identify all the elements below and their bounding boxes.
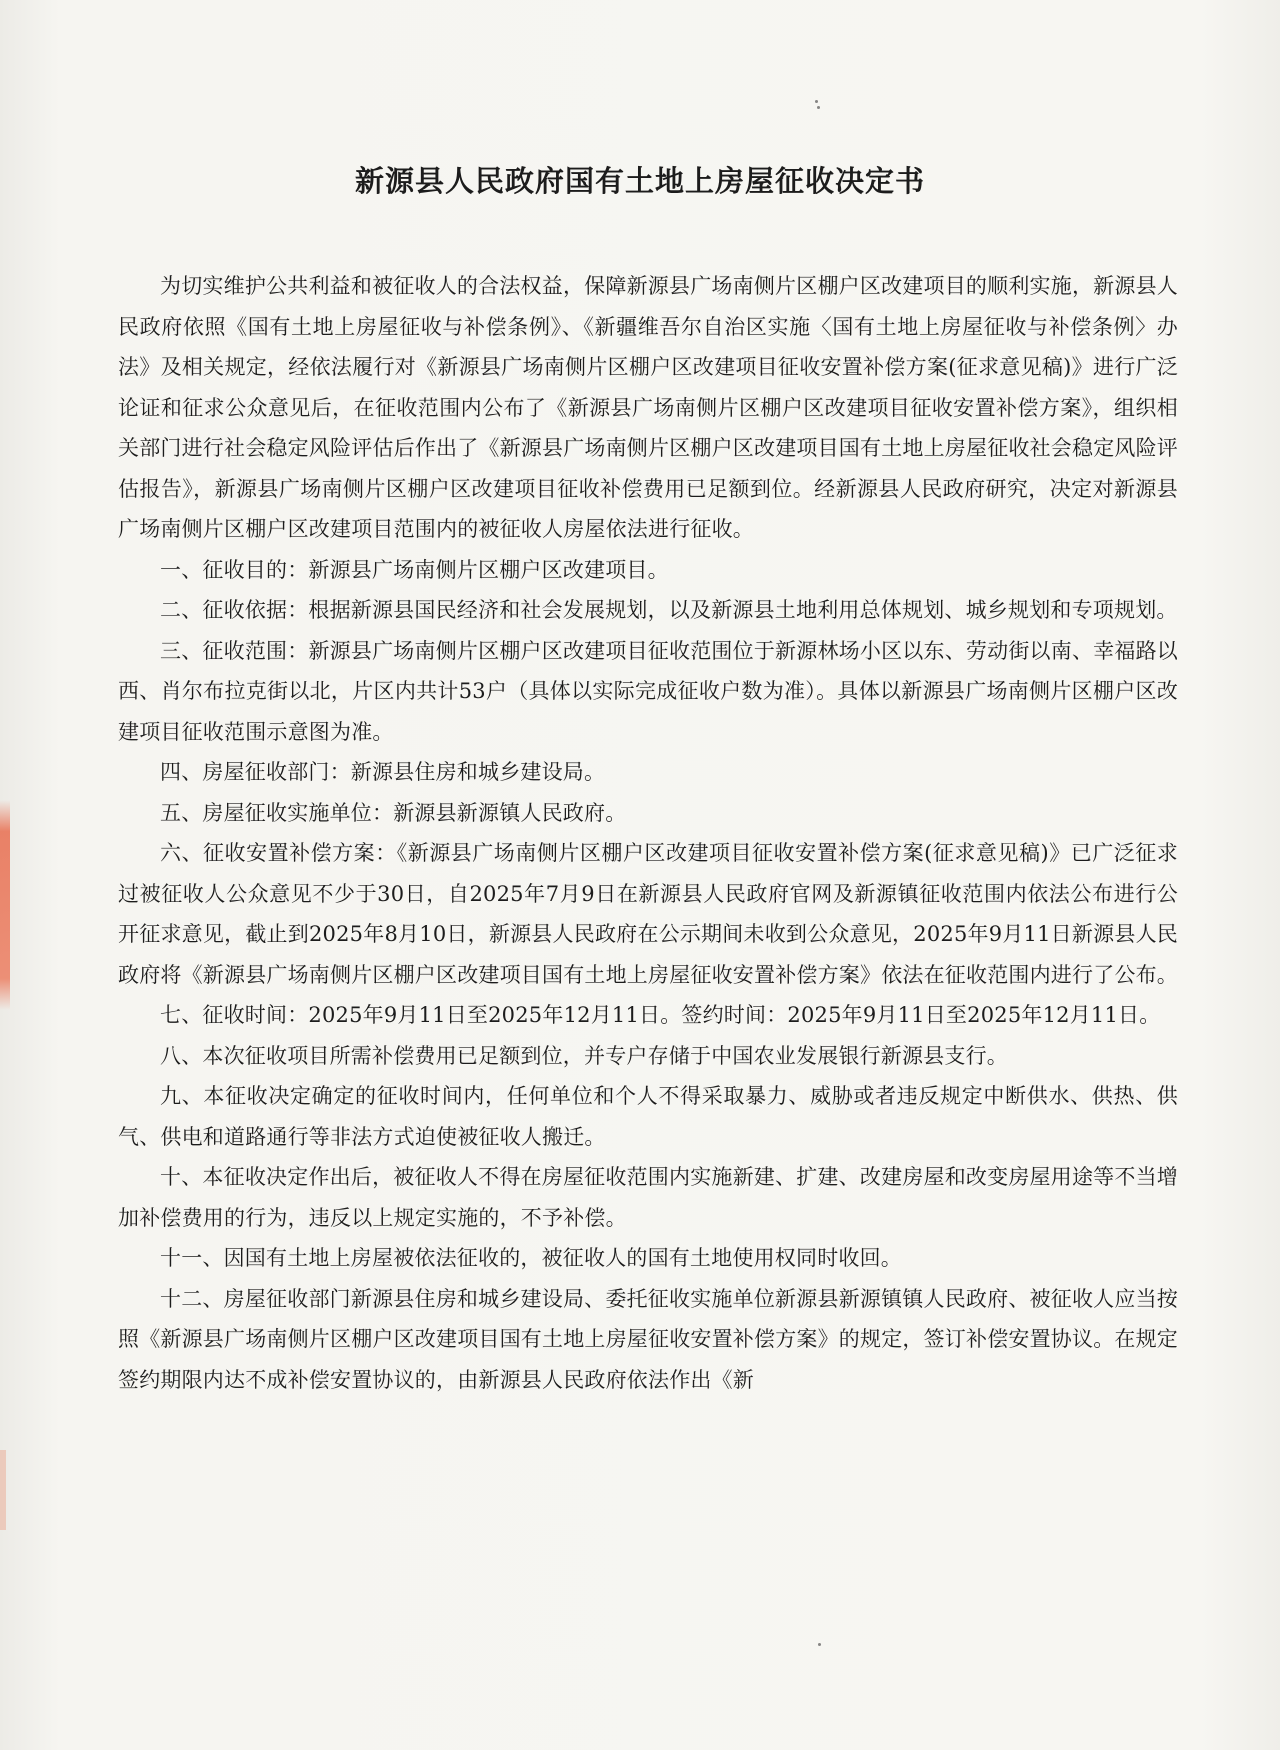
clause-prohibited-means: 九、本征收决定确定的征收时间内，任何单位和个人不得采取暴力、威胁或者违反规定中断供水、供热、供气、供电和道路通行等非法方式迫使被征收人搬迁。 <box>118 1084 1178 1149</box>
clause-purpose: 一、征收目的：新源县广场南侧片区棚户区改建项目。 <box>160 557 669 582</box>
clause-basis: 二、征收依据：根据新源县国民经济和社会发展规划，以及新源县土地利用总体规划、城乡规划和专项规划。 <box>160 598 1178 622</box>
clause-department: 四、房屋征收部门：新源县住房和城乡建设局。 <box>160 760 606 784</box>
scan-speck <box>815 100 818 103</box>
clause-no-new-construction: 十、本征收决定作出后，被征收人不得在房屋征收范围内实施新建、扩建、改建房屋和改变房屋用途等不当增加补偿费用的行为，违反以上规定实施的，不予补偿。 <box>118 1165 1178 1230</box>
intro-paragraph: 为切实维护公共利益和被征收人的合法权益，保障新源县广场南侧片区棚户区改建项目的顺利实施，新源县人民政府依照《国有土地上房屋征收与补偿条例》、《新疆维吾尔自治区实施〈国有土地上房屋征收与补偿条例〉办法》及相关规定，经依法履行对《新源县广场南侧片区棚户区改建项目征收安置补偿方案(征求意见稿)》进行广泛论证和征求公众意见后，在征收范围内公布了《新源县广场南侧片区棚户区改建项目征收安置补偿方案》，组织相关部门进行社会稳定风险评估后作出了《新源县广场南侧片区棚户区改建项目国有土地上房屋征收社会稳定风险评估报告》，新源县广场南侧片区棚户区改建项目征收补偿费用已足额到位。经新源县人民政府研究，决定对新源县广场南侧片区棚户区改建项目范围内的被征收人房屋依法进行征收。 <box>118 274 1178 541</box>
clause-compensation-plan: 六、征收安置补偿方案：《新源县广场南侧片区棚户区改建项目征收安置补偿方案(征求意见稿)》已广泛征求过被征收人公众意见不少于30日，自2025年7月9日在新源县人民政府官网及新源镇征收范围内依法公布进行公开征求意见，截止到2025年8月10日，新源县人民政府在公示期间未收到公众意见，2025年9月11日新源县人民政府将《新源县广场南侧片区棚户区改建项目国有土地上房屋征收安置补偿方案》依法在征收范围内进行了公布。 <box>118 841 1178 987</box>
document-title: 新源县人民政府国有土地上房屋征收决定书 <box>354 164 925 199</box>
clause-scope: 三、征收范围：新源县广场南侧片区棚户区改建项目征收范围位于新源林场小区以东、劳动街以南、幸福路以西、肖尔布拉克街以北，片区内共计53户（具体以实际完成征收户数为准）。具体以新源县广场南侧片区棚户区改建项目征收范围示意图为准。 <box>118 638 1178 744</box>
clause-timeline: 七、征收时间：2025年9月11日至2025年12月11日。签约时间：2025年9月11日至2025年12月11日。 <box>160 1003 1161 1027</box>
page-edge-stain <box>0 800 10 1010</box>
clause-funding: 八、本次征收项目所需补偿费用已足额到位，并专户存储于中国农业发展银行新源县支行。 <box>160 1043 1008 1068</box>
clause-land-use-rights: 十一、因国有土地上房屋被依法征收的，被征收人的国有土地使用权同时收回。 <box>160 1246 902 1270</box>
document-body <box>118 266 1178 1400</box>
clause-implementer: 五、房屋征收实施单位：新源县新源镇人民政府。 <box>160 800 627 825</box>
clause-agreement: 十二、房屋征收部门新源县住房和城乡建设局、委托征收实施单位新源县新源镇镇人民政府、被征收人应当按照《新源县广场南侧片区棚户区改建项目国有土地上房屋征收安置补偿方案》的规定，签订补偿安置协议。在规定签约期限内达不成补偿安置协议的，由新源县人民政府依法作出《新 <box>118 1286 1178 1392</box>
scan-speck <box>817 106 820 109</box>
page-edge-stain-lower <box>0 1450 6 1530</box>
scan-speck <box>818 1643 821 1646</box>
